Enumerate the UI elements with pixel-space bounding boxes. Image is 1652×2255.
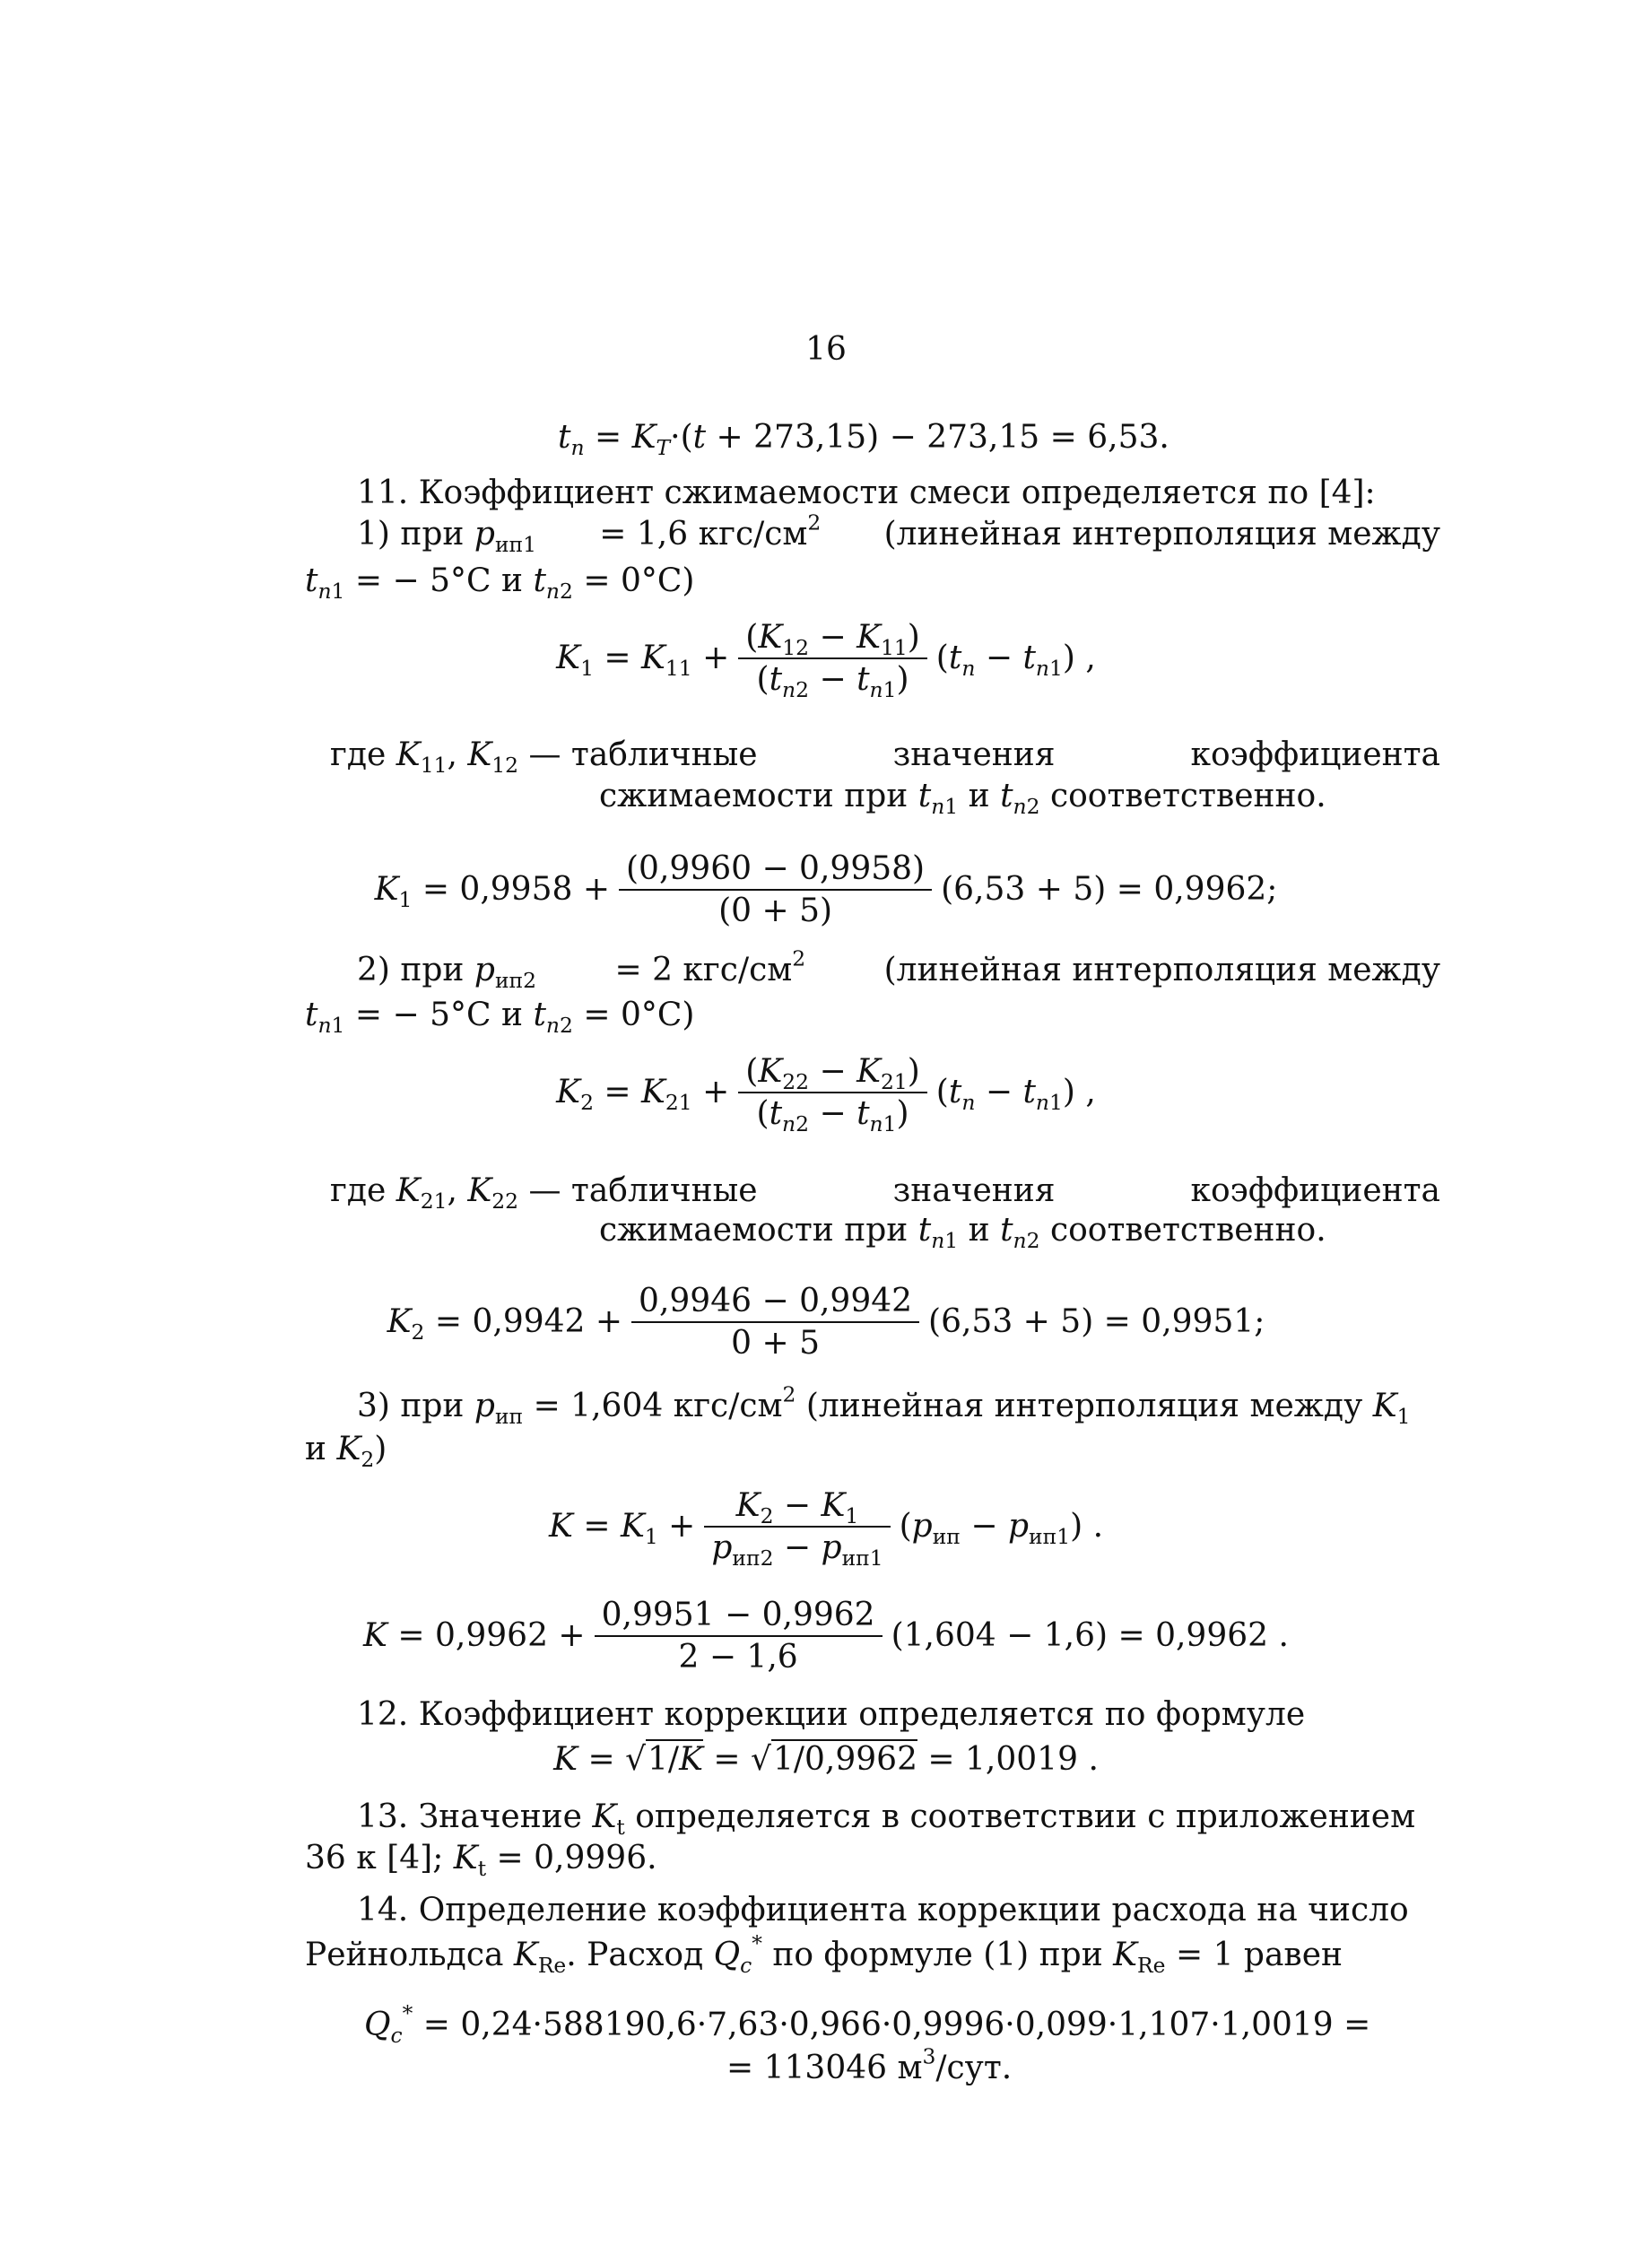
p11-heading: 11. Коэффициент сжимаемости смеси определяется по [4]: [357, 475, 1376, 511]
where-k11-k12-line2: сжимаемости при $t_{п1}$ и $t_{п2}$ соответственно. [599, 778, 1326, 820]
p11-item3-line1: 3) при $p_{ип} = 1,604$ кгс/$см^2$ (линейная интерполяция между $K_1$ [357, 1381, 1411, 1430]
p12-heading: 12. Коэффициент коррекции определяется по формуле [357, 1696, 1306, 1733]
formula-q-line2: = 113046 $м^3$/сут. [726, 2043, 1013, 2086]
p11-item3-line2: и $K_2$) [305, 1431, 387, 1473]
p14-line2: Рейнольдса $K_{Re}$. Расход $Q_c^*$ по формуле (1) при $K_{Re} = 1$ равен [305, 1930, 1343, 1979]
p13-line1: 13. Значение $K_t$ определяется в соответствии с приложением [357, 1798, 1416, 1841]
p11-item1-line2: $t_{п1}$ = − 5°С и $t_{п2} = 0^\circ С$) [305, 562, 695, 605]
page-number: 16 [805, 331, 847, 368]
formula-k1-value: $K_1 = 0,9958$ + $\frac{(0,9960 - 0,9958)}{(0 + 5)}$ (6,53 + 5) = 0,9962; [374, 850, 1278, 929]
where-k11-k12-line1: где $K_{11}$, $K_{12}$ — табличные значения коэффициента [330, 736, 1440, 779]
formula-k-value: K = 0,9962 + $\frac{0,9951 - 0,9962}{2 - 1,6}$ (1,604 − 1,6) = 0,9962 . [363, 1597, 1289, 1676]
p11-item2-line2: $t_{п1}$ = − 5°С и $t_{п2} = 0^\circ С$) [305, 997, 695, 1039]
formula-k2: $K_2 = K_{21}$ + $\frac{(K_{22} - K_{21})}{(t_{п2} - t_{п1})}$ $(t_п - t_{п1})$ , [556, 1053, 1096, 1137]
p11-item1-line1: 1) при $p_{ип1}$ = 1,6 кгс/$см^2$ (линейная интерполяция между [357, 509, 1440, 558]
where-k21-k22-line2: сжимаемости при $t_{п1}$ и $t_{п2}$ соответственно. [599, 1212, 1326, 1254]
p11-item2-line1: 2) при $p_{ип2}$ = 2 кгс/$см^2$ (линейная интерполяция между [357, 945, 1440, 994]
formula-k2-value: $K_2 = 0,9942$ + $\frac{0,9946 - 0,9942}{0 + 5}$ (6,53 + 5) = 0,9951; [387, 1283, 1265, 1362]
formula-k: $K = K_1$ + $\frac{K_2 - K_1}{p_{ип2} - p_{ип1}}$ $(p_{ип} - p_{ип1})$ . [548, 1487, 1104, 1572]
equation-tn: $t_п = K_T\cdot(t + 273,15) - 273,15 = 6,53$. [558, 419, 1169, 461]
where-k21-k22-line1: где $K_{21}$, $K_{22}$ — табличные значения коэффициента [330, 1172, 1440, 1215]
p14-line1: 14. Определение коэффициента коррекции расхода на число [357, 1892, 1409, 1929]
formula-correction: K = √1/K = √1/0,9962 = 1,0019 . [553, 1741, 1099, 1778]
formula-k1: $K_1 = K_{11}$ + $\frac{(K_{12} - K_{11})}{(t_{п2} - t_{п1})}$ $(t_п - t_{п1})$ , [556, 619, 1096, 703]
p13-line2: 36 к [4]; $K_t = 0,9996$. [305, 1840, 657, 1882]
formula-q-line1: $Q_c^* = 0,24\cdot 588190,6\cdot 7,63\cdot 0,966\cdot 0,9996\cdot 0,099\cdot 1,107\cdot 1,0019$ = [364, 2000, 1371, 2049]
